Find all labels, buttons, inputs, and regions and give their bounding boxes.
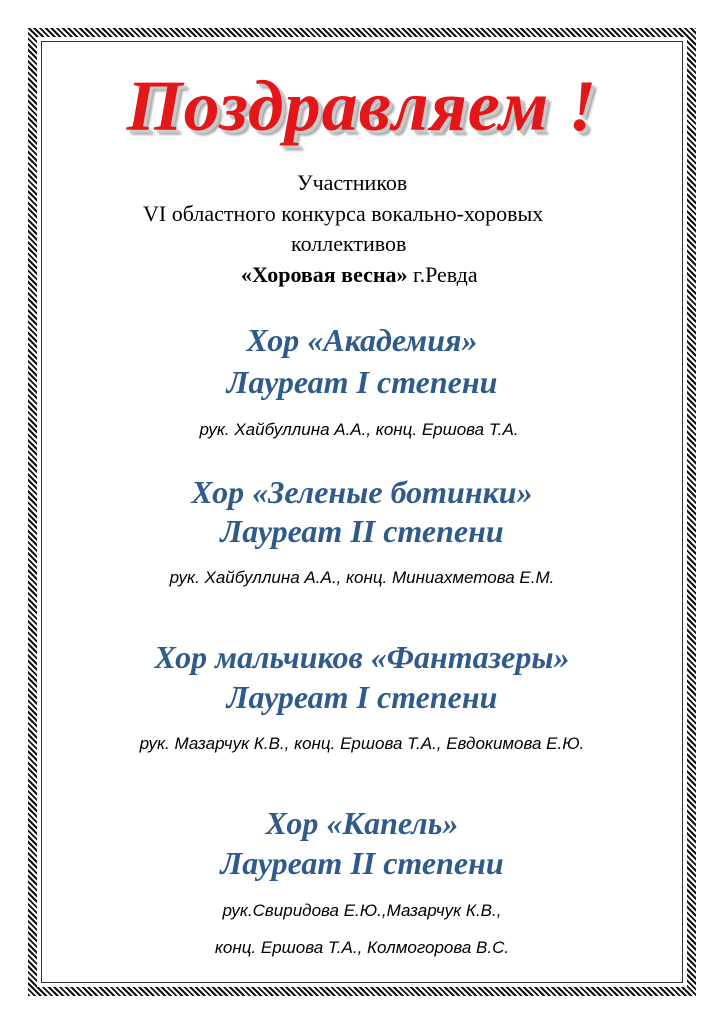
choir-award: Лауреат II степени [220,845,504,881]
choir-award: Лауреат I степени [226,364,498,400]
choir-award: Лауреат II степени [220,513,504,549]
contest-city: г.Ревда [407,262,478,287]
choir-leaders: рук. Хайбуллина А.А., конц. Ершова Т.А. [199,420,519,439]
choir-name: Хор «Зеленые ботинки» [191,474,533,510]
choir-leaders: рук.Свиридова Е.Ю.,Мазарчук К.В., [222,901,502,920]
choir-leaders: рук. Мазарчук К.В., конц. Ершова Т.А., Евдокимова Е.Ю. [139,734,585,753]
choir-leaders: рук. Хайбуллина А.А., конц. Миниахметова Е.М. [169,568,555,587]
choir-name: Хор «Академия» [246,322,478,358]
choir-award: Лауреат I степени [226,679,498,715]
intro-line-collectives: коллективов [291,231,407,256]
choir-name: Хор мальчиков «Фантазеры» [154,639,570,675]
intro-line-contest-name [241,262,478,288]
contest-name: «Хоровая весна» [241,262,408,287]
choir-leaders: конц. Ершова Т.А., Колмогорова В.С. [214,938,510,957]
intro-line-contest: VI областного конкурса вокально-хоровых [143,201,544,226]
page-title: Поздравляем ! [126,66,598,146]
choir-name: Хор «Капель» [265,805,459,841]
intro-line-participants: Участников [297,170,408,195]
